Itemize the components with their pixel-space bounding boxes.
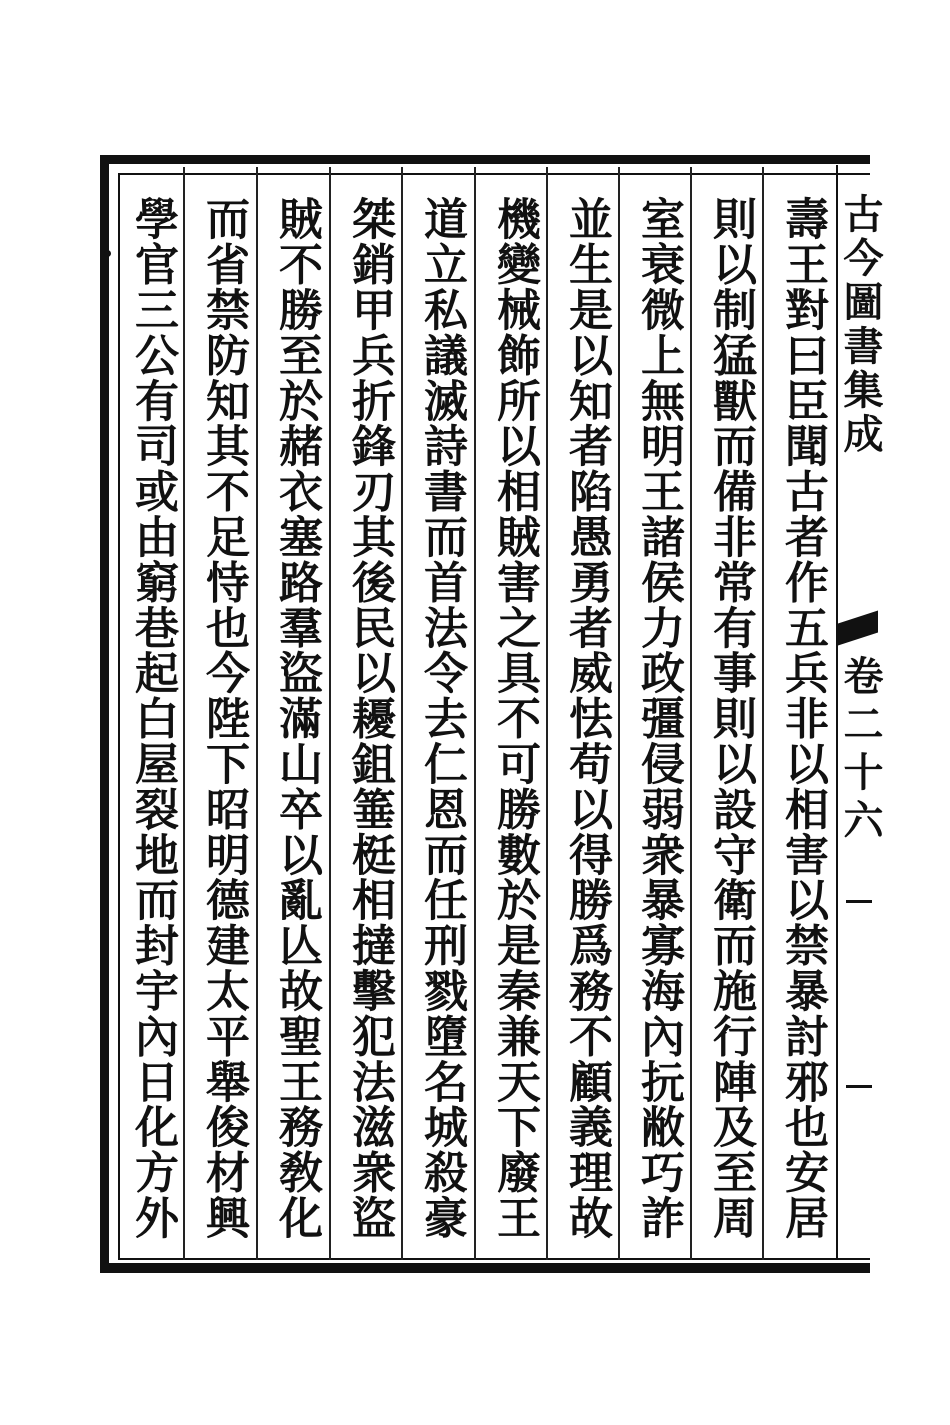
column-rule xyxy=(762,167,764,1260)
text-column-2: 則以制猛獸而備非常有事則以設守衛而施行陣及至周 xyxy=(705,196,756,1241)
text-column-8: 賊不勝至於赭衣塞路羣盜滿山卒以亂亾故聖王務敎化 xyxy=(271,196,322,1241)
edge-tick-mark xyxy=(846,900,872,903)
column-rule xyxy=(690,167,692,1260)
column-rule xyxy=(546,167,548,1260)
book-title: 古今圖書集成 xyxy=(837,193,884,457)
edge-tick-mark xyxy=(846,1085,872,1088)
column-rule xyxy=(329,167,331,1260)
text-column-9: 而省禁防知其不足恃也今陛下昭明德建太平舉俊材興 xyxy=(198,196,249,1241)
fore-edge-strip xyxy=(836,165,884,1260)
text-column-3: 室衰微上無明王諸侯力政彊侵弱衆暴寡海內抏敝巧詐 xyxy=(633,196,684,1241)
fishtail-mark xyxy=(838,611,878,646)
column-rule xyxy=(183,167,185,1260)
text-column-7: 桀銷甲兵折鋒刃其後民以耰鉏箠梃相撻擊犯法滋衆盜 xyxy=(344,196,395,1241)
volume-label: 卷二十六 xyxy=(837,655,884,847)
text-column-5: 機變械飾所以相賊害之具不可勝數於是秦兼天下廢王 xyxy=(489,196,540,1241)
text-column-1: 壽王對曰臣聞古者作五兵非以相害以禁暴討邪也安居 xyxy=(777,196,828,1241)
column-rule xyxy=(256,167,258,1260)
column-rule xyxy=(401,167,403,1260)
punctuation-dot xyxy=(104,250,111,257)
column-rule xyxy=(474,167,476,1260)
text-column-10: 學官三公有司或由窮巷起白屋裂地而封宇內日化方外 xyxy=(127,196,178,1241)
text-column-4: 並生是以知者陷愚勇者威怯苟以得勝爲務不顧義理故 xyxy=(561,196,612,1241)
text-column-6: 道立私議滅詩書而首法令去仁恩而任刑戮墮名城殺豪 xyxy=(416,196,467,1241)
column-rule xyxy=(618,167,620,1260)
